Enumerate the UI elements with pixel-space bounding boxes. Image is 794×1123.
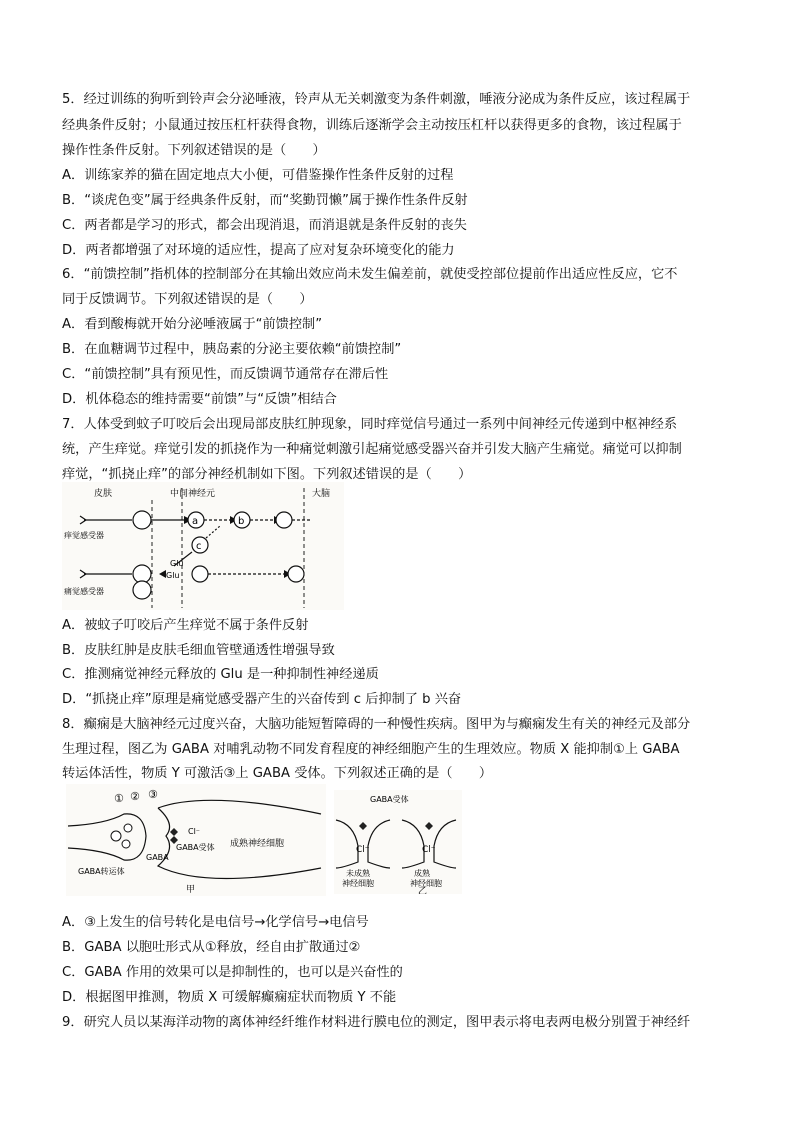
q8-stem-line2: 生理过程，图乙为 GABA 对哺乳动物不同发育程度的神经细胞产生的生理效应。物质 X 能抑制①上 GABA: [62, 742, 680, 757]
glu-label-1: Glu: [170, 559, 184, 568]
q5-option-c: C．两者都是学习的形式，都会出现消退，而消退就是条件反射的丧失: [62, 218, 467, 233]
figure-a-label: 甲: [186, 885, 196, 895]
gaba-receptor-label-b: GABA受体: [370, 795, 409, 804]
skin-label: 皮肤: [94, 489, 113, 499]
q7-option-b: B．皮肤红肿是皮肤毛细血管壁通透性增强导致: [62, 643, 335, 658]
mature-neuron-label-1: 成熟: [414, 869, 430, 878]
q9-stem-line1: 9．研究人员以某海洋动物的离体神经纤维作材料进行膜电位的测定，图甲表示将电表两电极分别置于神经纤: [62, 1015, 691, 1030]
mature-neuron-label-2: 神经细胞: [410, 879, 442, 888]
brain-label: 大脑: [312, 489, 331, 499]
q7-stem-line3: 痒觉，“抓挠止痒”的部分神经机制如下图。下列叙述错误的是（ ）: [62, 467, 472, 482]
q6-stem-line1: 6．“前馈控制”指机体的控制部分在其输出效应尚未发生偏差前，就使受控部位提前作出适应性反应，它不: [62, 267, 678, 282]
label-1: ①: [114, 792, 124, 805]
figure-b-label: 乙: [418, 887, 428, 894]
q5-stem-line3: 操作性条件反射。下列叙述错误的是（ ）: [62, 143, 326, 158]
q7-option-a: A．被蚊子叮咬后产生痒觉不属于条件反射: [62, 618, 309, 633]
q8-stem-line3: 转运体活性，物质 Y 可激活③上 GABA 受体。下列叙述正确的是（ ）: [62, 766, 493, 781]
q7-stem-line2: 统，产生痒觉。痒觉引发的抓挠作为一种痛觉刺激引起痛觉感受器兴奋并引发大脑产生痛觉。痛觉可以抑制: [62, 442, 682, 457]
q7-neural-mechanism-diagram: [62, 482, 344, 610]
interneuron-label: 中间神经元: [170, 489, 216, 499]
q5-stem-line1: 5．经过训练的狗听到铃声会分泌唾液，铃声从无关刺激变为条件刺激，唾液分泌成为条件反应，该过程属于: [62, 92, 691, 107]
cl-ion-label: Cl⁻: [188, 827, 201, 836]
q8-option-b: B．GABA 以胞吐形式从①释放，经自由扩散通过②: [62, 940, 361, 955]
q5-stem-line2: 经典条件反射；小鼠通过按压杠杆获得食物，训练后逐渐学会主动按压杠杆以获得更多的食物，该过程属于: [62, 118, 682, 133]
gaba-transporter-label: GABA转运体: [78, 867, 125, 876]
cl-ion-immature: Cl⁻: [356, 845, 370, 855]
pain-receptor-label: 痛觉感受器: [64, 587, 104, 596]
q8-option-a: A．③上发生的信号转化是电信号→化学信号→电信号: [62, 915, 369, 930]
q8-figure-b-neurons: [334, 790, 462, 894]
immature-neuron-label-2: 神经细胞: [342, 879, 374, 888]
label-3: ③: [148, 788, 158, 801]
q5-option-b: B．“谈虎色变”属于经典条件反射，而“奖勤罚懒”属于操作性条件反射: [62, 193, 468, 208]
node-b: b: [238, 516, 245, 527]
itch-receptor-label: 痒觉感受器: [64, 531, 104, 540]
q8-option-c: C．GABA 作用的效果可以是抑制性的，也可以是兴奋性的: [62, 965, 403, 980]
q5-option-d: D．两者都增强了对环境的适应性，提高了应对复杂环境变化的能力: [62, 243, 455, 258]
q6-option-b: B．在血糖调节过程中，胰岛素的分泌主要依赖“前馈控制”: [62, 342, 402, 357]
mature-neuron-label: 成熟神经细胞: [230, 839, 285, 849]
q7-option-c: C．推测痛觉神经元释放的 Glu 是一种抑制性神经递质: [62, 667, 379, 682]
q6-stem-line2: 同于反馈调节。下列叙述错误的是（ ）: [62, 292, 313, 307]
q6-option-c: C．“前馈控制”具有预见性，而反馈调节通常存在滞后性: [62, 367, 389, 382]
q7-option-d: D．“抓挠止痒”原理是痛觉感受器产生的兴奋传到 c 后抑制了 b 兴奋: [62, 692, 462, 707]
q7-stem-line1: 7．人体受到蚊子叮咬后会出现局部皮肤红肿现象，同时痒觉信号通过一系列中间神经元传递到中枢神经系: [62, 417, 678, 432]
q6-option-a: A．看到酸梅就开始分泌唾液属于“前馈控制”: [62, 317, 323, 332]
node-c: c: [196, 541, 202, 552]
q5-option-a: A．训练家养的猫在固定地点大小便，可借鉴操作性条件反射的过程: [62, 168, 454, 183]
q6-option-d: D．机体稳态的维持需要“前馈”与“反馈”相结合: [62, 392, 337, 407]
q8-option-d: D．根据图甲推测，物质 X 可缓解癫痫症状而物质 Y 不能: [62, 990, 397, 1005]
label-2: ②: [130, 790, 140, 803]
cl-ion-mature: Cl⁻: [422, 845, 436, 855]
gaba-label: GABA: [146, 853, 169, 862]
node-a: a: [192, 516, 199, 527]
q8-figure-a-synapse: [66, 784, 326, 896]
q8-stem-line1: 8．癫痫是大脑神经元过度兴奋，大脑功能短暂障碍的一种慢性疾病。图甲为与癫痫发生有关的神经元及部分: [62, 717, 691, 732]
immature-neuron-label-1: 未成熟: [346, 869, 370, 878]
gaba-receptor-label: GABA受体: [176, 843, 215, 852]
glu-label-2: Glu: [166, 571, 180, 580]
